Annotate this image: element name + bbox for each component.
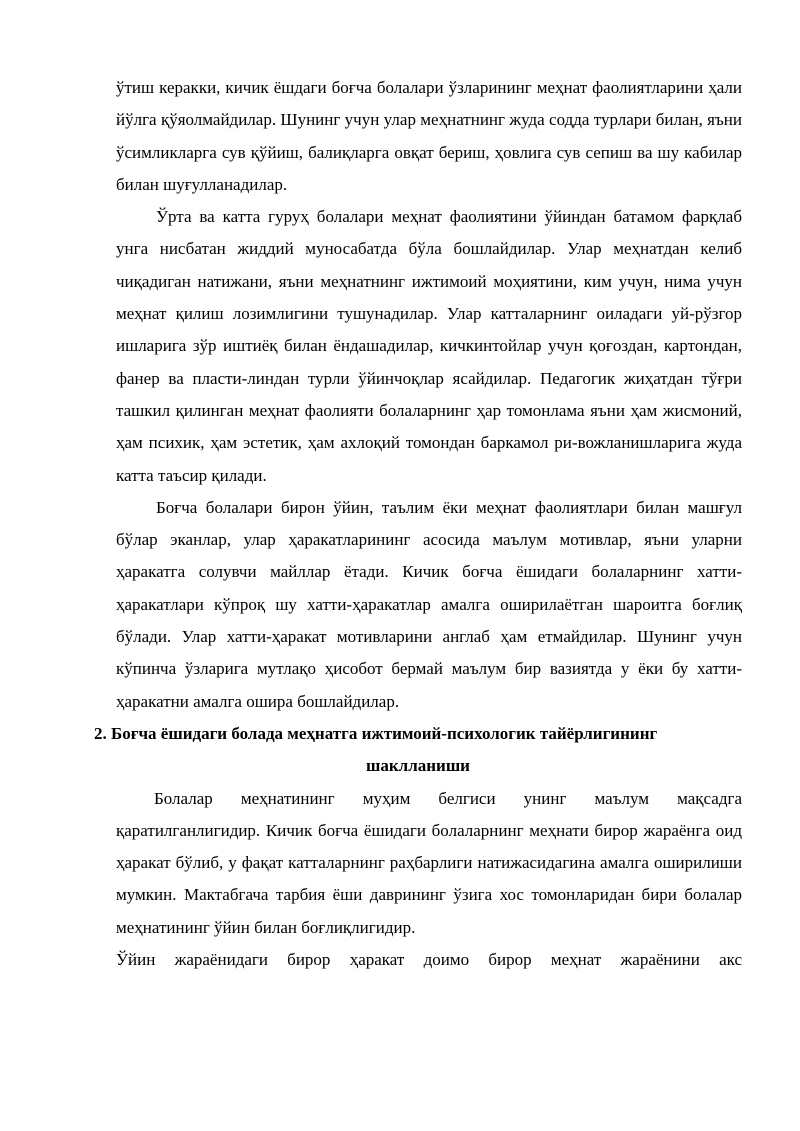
paragraph-2: Ўрта ва катта гуруҳ болалари меҳнат фаолиятини ўйиндан батамом фарқлаб унга нисбатан жиддий муносабатда бўла бошлайдилар. Улар меҳнатдан келиб чиқадиган натижани, яъни меҳнатнинг ижтимоий моҳиятини, ким учун, нима учун меҳнат қилиш лозимлигини тушунадилар. Улар катталарнинг оиладаги уй-рўзгор ишларига зўр иштиёқ билан ёндашадилар, кичкинтойлар учун қоғоздан, картондан, фанер ва пласти-линдан турли ўйинчоқлар ясайдилар. Педагогик жиҳатдан тўғри ташкил қилинган меҳнат фаолияти болаларнинг ҳар томонлама яъни ҳам жисмоний, ҳам психик, ҳам эстетик, ҳам ахлоқий томондан баркамол ри-вожланишларига жуда катта таъсир қилади. bbox=[116, 207, 742, 485]
section-title-line1: Боғча ёшидаги болада меҳнатга ижтимоий-психологик тайёрлигининг bbox=[111, 723, 658, 743]
paragraph-4: Болалар меҳнатининг муҳим белгиси унинг маълум мақсадга қаратилганлигидир. Кичик боғча ёшидаги болаларнинг меҳнати бирор жараёнга оид ҳаракат бўлиб, у фақат катталарнинг раҳбарлиги натижасидагина амалга оширилиши мумкин. Мактабгача тарбия ёши даврининг ўзига хос томонларидан бири болалар меҳнатининг ўйин билан боғлиқлигидир. bbox=[116, 788, 742, 937]
paragraph-1: ўтиш керакки, кичик ёшдаги боғча болалари ўзларининг меҳнат фаолиятларини ҳали йўлга қўяолмайдилар. Шунинг учун улар меҳнатнинг жуда содда турлари билан, яъни ўсимликларга сув қўйиш, балиқларга овқат бериш, ҳовлига сув сепиш ва шу кабилар билан шуғулланадилар. bbox=[116, 78, 742, 194]
section-title-line2: шаклланиши bbox=[366, 756, 470, 776]
section-number-separator: . bbox=[102, 723, 111, 743]
section-heading-line1 bbox=[94, 718, 742, 750]
section-number: 2 bbox=[94, 723, 103, 743]
document-body bbox=[94, 72, 742, 976]
paragraph-5: Ўйин жараёнидаги бирор ҳаракат доимо бирор меҳнат жараёнини акс bbox=[116, 950, 742, 970]
paragraph-3: Боғча болалари бирон ўйин, таълим ёки меҳнат фаолиятлари билан машғул бўлар эканлар, улар ҳаракатларининг асосида маълум мотивлар, яъни уларни ҳаракатга солувчи майллар ётади. Кичик боғча ёшидаги болаларнинг хатти-ҳаракатлари кўпроқ шу хатти-ҳаракатлар амалга оширилаётган шароитга боғлиқ бўлади. Улар хатти-ҳаракат мотивларини англаб ҳам етмайдилар. Шунинг учун кўпинча ўзларига мутлақо ҳисобот бермай маълум бир вазиятда у ёки бу хатти-ҳаракатни амалга ошира бошлайдилар. bbox=[116, 497, 742, 711]
section-heading bbox=[94, 718, 742, 783]
